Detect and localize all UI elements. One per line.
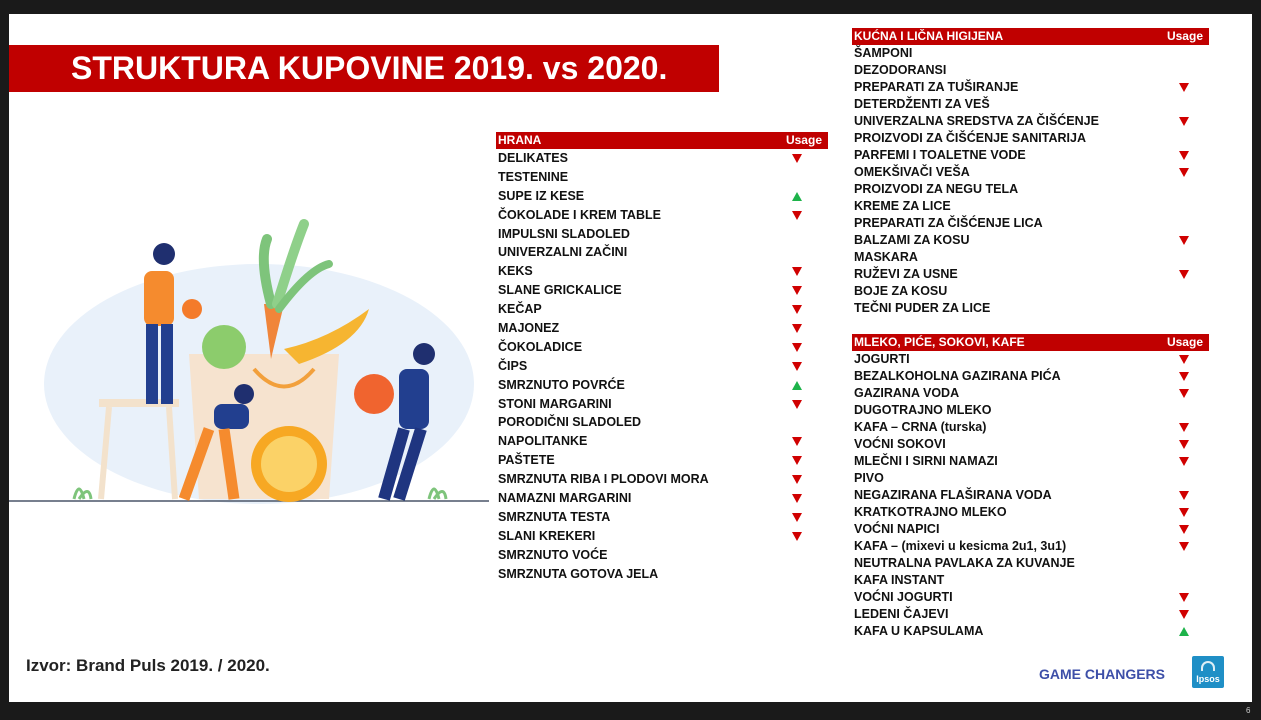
trend-down-icon	[792, 494, 802, 503]
trend-down-icon	[792, 475, 802, 484]
item-label: IMPULSNI SLADOLED	[498, 226, 630, 241]
item-label: LEDENI ČAJEVI	[854, 607, 949, 621]
item-label: KAFA – (mixevi u kesicma 2u1, 3u1)	[854, 539, 1067, 553]
trend-down-icon	[1179, 83, 1189, 92]
list-item	[852, 623, 1209, 640]
trend-down-icon	[792, 286, 802, 295]
category-header	[852, 334, 1209, 351]
list-item	[852, 164, 1209, 181]
ipsos-logo	[1192, 656, 1224, 688]
logo-text: Ipsos	[1196, 674, 1220, 684]
list-item	[852, 266, 1209, 283]
item-label: NAMAZNI MARGARINI	[498, 491, 632, 506]
item-label: NEGAZIRANA FLAŠIRANA VODA	[854, 488, 1052, 502]
list-item	[852, 436, 1209, 453]
item-label: PROIZVODI ZA ČIŠĆENJE SANITARIJA	[854, 131, 1086, 145]
item-label: PREPARATI ZA TUŠIRANJE	[854, 80, 1019, 94]
list-item	[852, 130, 1209, 147]
item-label: VOĆNI JOGURTI	[854, 590, 953, 604]
item-label: PARFEMI I TOALETNE VODE	[854, 148, 1026, 162]
item-label: ČIPS	[498, 358, 528, 373]
item-label: KEKS	[498, 264, 533, 279]
trend-down-icon	[792, 400, 802, 409]
item-label: SMRZNUTA RIBA I PLODOVI MORA	[498, 472, 709, 487]
item-label: MAJONEZ	[498, 321, 560, 336]
item-label: PAŠTETE	[498, 453, 555, 468]
item-label: VOĆNI NAPICI	[854, 522, 940, 536]
list-item	[852, 45, 1209, 62]
list-item	[852, 181, 1209, 198]
item-label: PREPARATI ZA ČIŠĆENJE LICA	[854, 216, 1043, 230]
usage-label: Usage	[1166, 29, 1203, 43]
item-label: TEČNI PUDER ZA LICE	[854, 301, 991, 315]
list-item	[852, 249, 1209, 266]
list-item	[852, 385, 1209, 402]
category-header	[852, 28, 1209, 45]
list-item	[852, 113, 1209, 130]
list-item	[496, 470, 828, 489]
list-item	[852, 96, 1209, 113]
trend-down-icon	[1179, 508, 1189, 517]
item-label: RUŽEVI ZA USNE	[854, 267, 958, 281]
item-label: PIVO	[854, 471, 884, 485]
item-label: SLANI KREKERI	[498, 528, 596, 543]
list-item	[496, 149, 828, 168]
item-label: NAPOLITANKE	[498, 434, 588, 449]
trend-down-icon	[1179, 389, 1189, 398]
list-item	[852, 504, 1209, 521]
trend-down-icon	[792, 343, 802, 352]
trend-down-icon	[1179, 270, 1189, 279]
trend-down-icon	[1179, 117, 1189, 126]
slide-title: STRUKTURA KUPOVINE 2019. vs 2020.	[9, 45, 719, 92]
trend-down-icon	[792, 456, 802, 465]
item-label: GAZIRANA VODA	[854, 386, 960, 400]
list-item	[496, 508, 828, 527]
trend-up-icon	[792, 381, 802, 390]
source-note: Izvor: Brand Puls 2019. / 2020.	[26, 656, 270, 675]
usage-label: Usage	[1166, 335, 1203, 349]
slide	[9, 14, 1252, 702]
trend-down-icon	[792, 362, 802, 371]
list-item	[852, 283, 1209, 300]
trend-down-icon	[792, 211, 802, 220]
list-item	[852, 487, 1209, 504]
trend-down-icon	[792, 437, 802, 446]
list-item	[852, 300, 1209, 317]
list-item	[496, 262, 828, 281]
list-item	[852, 232, 1209, 249]
item-label: SMRZNUTA GOTOVA JELA	[498, 566, 659, 581]
item-label: ČOKOLADICE	[498, 339, 583, 354]
item-label: OMEKŠIVAČI VEŠA	[854, 165, 970, 179]
list-item	[852, 419, 1209, 436]
trend-down-icon	[1179, 151, 1189, 160]
list-item	[496, 243, 828, 262]
item-label: SMRZNUTO POVRĆE	[498, 377, 625, 392]
trend-down-icon	[1179, 610, 1189, 619]
trend-down-icon	[1179, 525, 1189, 534]
item-label: DELIKATES	[498, 151, 568, 165]
list-item	[852, 572, 1209, 589]
item-label: MLEČNI I SIRNI NAMAZI	[854, 454, 998, 468]
list-item	[852, 351, 1209, 368]
category-header	[496, 132, 828, 149]
trend-up-icon	[792, 192, 802, 201]
trend-down-icon	[1179, 423, 1189, 432]
page-number: 6	[1246, 706, 1251, 715]
list-item	[496, 168, 828, 187]
trend-down-icon	[792, 154, 802, 163]
item-label: MASKARA	[854, 250, 918, 264]
list-item	[496, 413, 828, 432]
list-item	[852, 198, 1209, 215]
list-item	[496, 432, 828, 451]
list-item	[852, 62, 1209, 79]
list-item	[496, 376, 828, 395]
trend-down-icon	[1179, 457, 1189, 466]
list-item	[496, 546, 828, 565]
list-item	[852, 606, 1209, 623]
item-label: VOĆNI SOKOVI	[854, 437, 946, 451]
list-item	[496, 187, 828, 206]
shopping-illustration	[9, 209, 489, 509]
item-label: DEZODORANSI	[854, 63, 947, 77]
item-label: SMRZNUTA TESTA	[498, 509, 611, 524]
list-item	[852, 402, 1209, 419]
trend-down-icon	[792, 324, 802, 333]
item-label: BALZAMI ZA KOSU	[854, 233, 970, 247]
item-label: PORODIČNI SLADOLED	[498, 415, 642, 430]
list-item	[496, 281, 828, 300]
list-item	[852, 215, 1209, 232]
category-higijena	[852, 28, 1209, 317]
item-label: TESTENINE	[498, 169, 569, 184]
list-item	[496, 338, 828, 357]
list-item	[496, 357, 828, 376]
trend-up-icon	[1179, 627, 1189, 636]
item-label: DUGOTRAJNO MLEKO	[854, 403, 992, 417]
trend-down-icon	[1179, 440, 1189, 449]
item-label: UNIVERZALNI ZAČINI	[498, 245, 628, 260]
item-label: BEZALKOHOLNA GAZIRANA PIĆA	[854, 369, 1061, 383]
item-label: KAFA U KAPSULAMA	[854, 624, 984, 638]
list-item	[496, 319, 828, 338]
list-item	[496, 300, 828, 319]
list-item	[496, 225, 828, 244]
item-label: JOGURTI	[854, 352, 910, 366]
category-name: MLEKO, PIĆE, SOKOVI, KAFE	[854, 335, 1025, 349]
brand-tagline: GAME CHANGERS	[1039, 666, 1166, 682]
item-label: KAFA INSTANT	[854, 573, 945, 587]
trend-down-icon	[1179, 491, 1189, 500]
list-item	[496, 206, 828, 225]
trend-down-icon	[792, 305, 802, 314]
item-label: SMRZNUTO VOĆE	[498, 547, 608, 562]
list-item	[852, 521, 1209, 538]
item-label: BOJE ZA KOSU	[854, 284, 948, 298]
trend-down-icon	[1179, 236, 1189, 245]
list-item	[852, 368, 1209, 385]
trend-down-icon	[792, 267, 802, 276]
item-label: KEČAP	[498, 302, 542, 317]
item-label: ŠAMPONI	[854, 46, 913, 60]
item-label: KAFA – CRNA (turska)	[854, 420, 987, 434]
list-item	[852, 555, 1209, 572]
item-label: KRATKOTRAJNO MLEKO	[854, 505, 1007, 519]
category-mleko	[852, 334, 1209, 640]
item-label: KREME ZA LICE	[854, 199, 951, 213]
list-item	[496, 451, 828, 470]
list-item	[852, 453, 1209, 470]
trend-down-icon	[1179, 372, 1189, 381]
usage-label: Usage	[785, 133, 822, 147]
item-label: SLANE GRICKALICE	[498, 283, 622, 298]
item-label: STONI MARGARINI	[498, 396, 612, 411]
list-item	[852, 538, 1209, 555]
category-name: KUĆNA I LIČNA HIGIJENA	[854, 29, 1004, 43]
list-item	[496, 489, 828, 508]
item-label: NEUTRALNA PAVLAKA ZA KUVANJE	[854, 556, 1075, 570]
list-item	[852, 147, 1209, 164]
item-label: ČOKOLADE I KREM TABLE	[498, 207, 661, 222]
category-hrana	[496, 132, 828, 583]
list-item	[496, 395, 828, 414]
trend-down-icon	[1179, 355, 1189, 364]
trend-down-icon	[1179, 593, 1189, 602]
list-item	[852, 79, 1209, 96]
trend-down-icon	[1179, 542, 1189, 551]
trend-down-icon	[1179, 168, 1189, 177]
trend-down-icon	[792, 513, 802, 522]
list-item	[852, 470, 1209, 487]
item-label: SUPE IZ KESE	[498, 188, 585, 203]
category-name: HRANA	[498, 133, 542, 147]
list-item	[496, 527, 828, 546]
trend-down-icon	[792, 532, 802, 541]
item-label: DETERDŽENTI ZA VEŠ	[854, 97, 990, 111]
list-item	[496, 565, 828, 584]
item-label: PROIZVODI ZA NEGU TELA	[854, 182, 1019, 196]
list-item	[852, 589, 1209, 606]
item-label: UNIVERZALNA SREDSTVA ZA ČIŠĆENJE	[854, 114, 1099, 128]
